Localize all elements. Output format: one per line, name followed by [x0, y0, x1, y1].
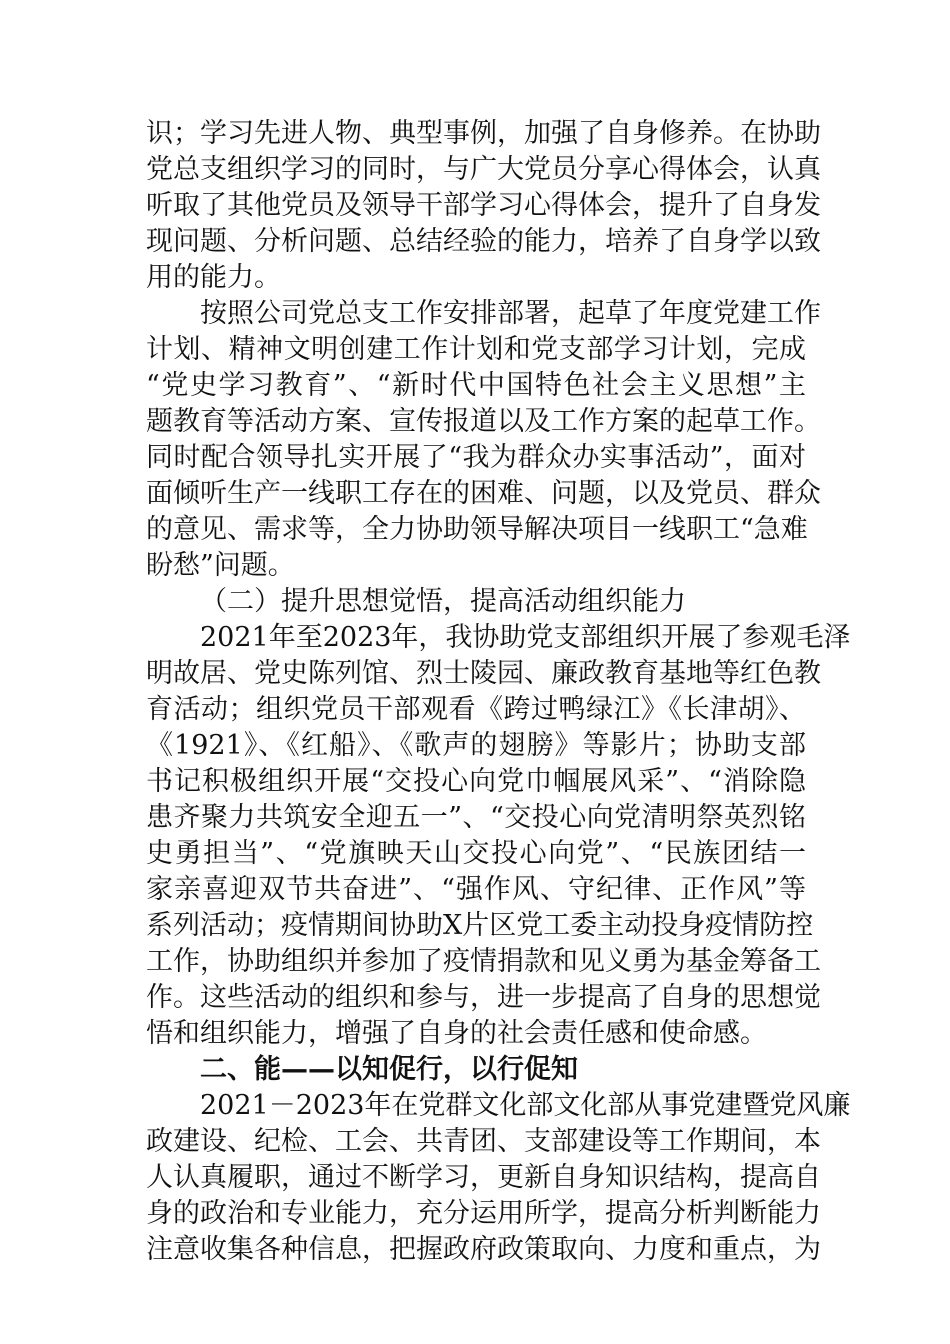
text-line: 身的政治和专业能力，充分运用所学，提高分析判断能力 [146, 1198, 821, 1229]
text-line: 现问题、分析问题、总结经验的能力，培养了自身学以致 [146, 226, 821, 257]
text-line: 工作，协助组织并参加了疫情捐款和见义勇为基金筹备工 [146, 946, 821, 977]
text-line: 面倾听生产一线职工存在的困难、问题，以及党员、群众 [146, 478, 821, 509]
text-line: 识；学习先进人物、典型事例，加强了自身修养。在协助 [146, 118, 821, 149]
text-line: “党史学习教育”、“新时代中国特色社会主义思想”主 [146, 370, 806, 401]
subsection-heading: （二）提升思想觉悟，提高活动组织能力 [200, 586, 686, 617]
text-line: 党总支组织学习的同时，与广大党员分享心得体会，认真 [146, 154, 821, 185]
text-line: 《1921》、《红船》、《歌声的翅膀》等影片；协助支部 [146, 730, 806, 761]
text-line: 盼愁”问题。 [146, 550, 295, 581]
text-line: 作。这些活动的组织和参与，进一步提高了自身的思想觉 [146, 982, 821, 1013]
text-line: 题教育等活动方案、宣传报道以及工作方案的起草工作。 [146, 406, 821, 437]
text-line: 听取了其他党员及领导干部学习心得体会，提升了自身发 [146, 190, 821, 221]
text-line: 注意收集各种信息，把握政府政策取向、力度和重点，为 [146, 1234, 821, 1265]
text-line: 家亲喜迎双节共奋进”、“强作风、守纪律、正作风”等 [146, 874, 806, 905]
text-line: 用的能力。 [146, 262, 281, 293]
text-line: 计划、精神文明创建工作计划和党支部学习计划，完成 [146, 334, 806, 365]
text-line: 患齐聚力共筑安全迎五一”、“交投心向党清明祭英烈铭 [146, 802, 806, 833]
text-line: 系列活动；疫情期间协助X片区党工委主动投身疫情防控 [146, 910, 814, 941]
text-line: 育活动；组织党员干部观看《跨过鸭绿江》《长津胡》、 [146, 694, 806, 725]
paragraph-first-line: 2021－2023年在党群文化部文化部从事党建暨党风廉 [200, 1090, 851, 1121]
text-line: 史勇担当”、“党旗映天山交投心向党”、“民族团结一 [146, 838, 806, 869]
text-line: 政建设、纪检、工会、共青团、支部建设等工作期间，本 [146, 1126, 821, 1157]
paragraph-first-line: 按照公司党总支工作安排部署，起草了年度党建工作 [200, 298, 821, 329]
paragraph-first-line: 2021年至2023年，我协助党支部组织开展了参观毛泽 [200, 622, 851, 653]
text-line: 悟和组织能力，增强了自身的社会责任感和使命感。 [146, 1018, 767, 1049]
section-heading: 二、能——以知促行，以行促知 [200, 1054, 578, 1085]
text-line: 明故居、党史陈列馆、烈士陵园、廉政教育基地等红色教 [146, 658, 821, 689]
text-line: 人认真履职，通过不断学习，更新自身知识结构，提高自 [146, 1162, 821, 1193]
text-line: 书记积极组织开展“交投心向党巾帼展风采”、“消除隐 [146, 766, 806, 797]
text-line: 同时配合领导扎实开展了“我为群众办实事活动”，面对 [146, 442, 806, 473]
text-line: 的意见、需求等，全力协助领导解决项目一线职工“急难 [146, 514, 808, 545]
